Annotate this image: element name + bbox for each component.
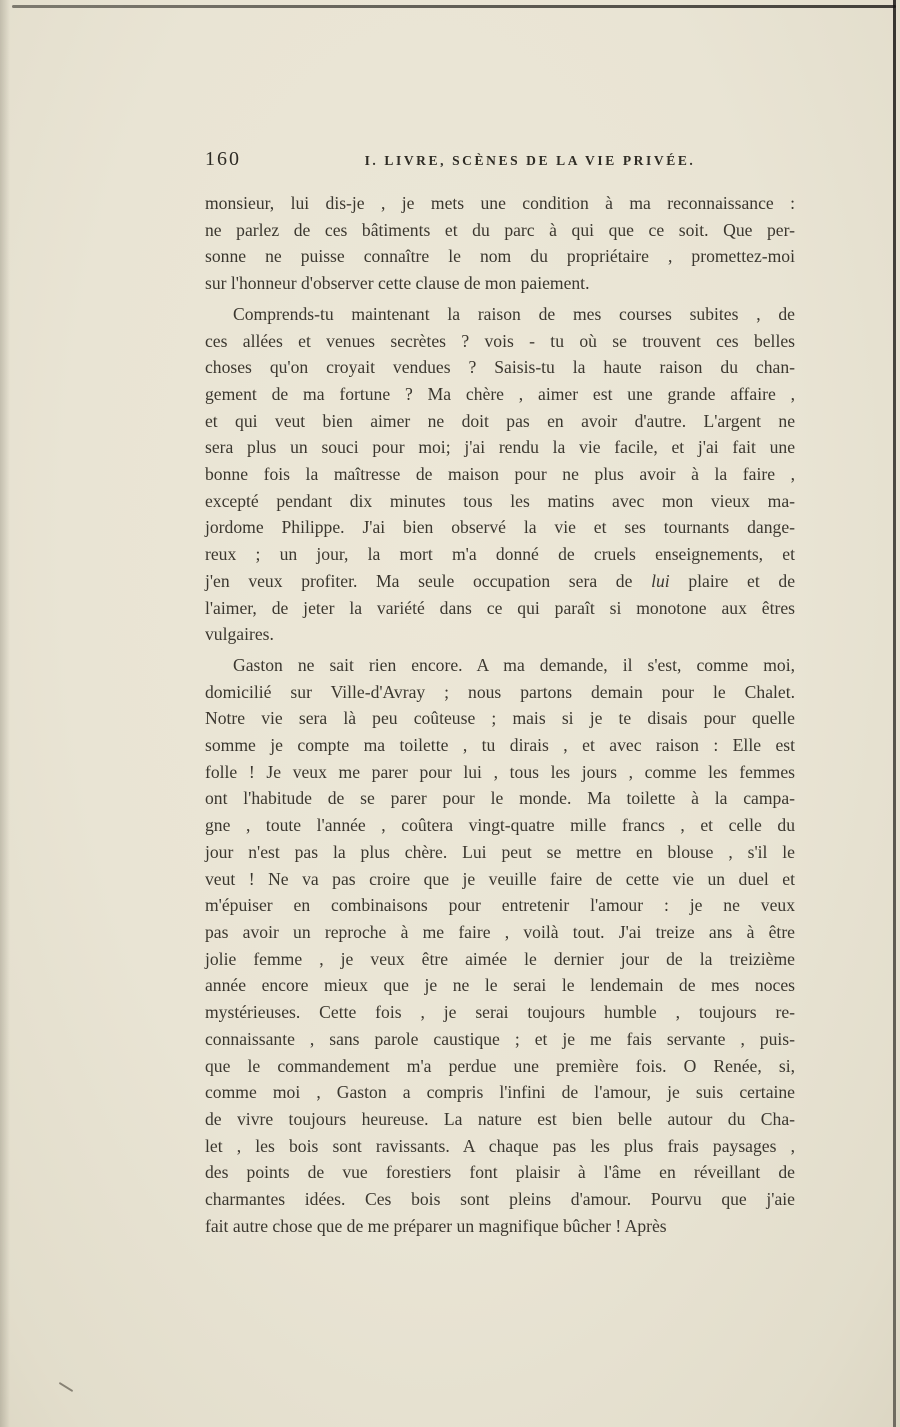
scan-shadow-left: [0, 0, 10, 1427]
text-line: vulgaires.: [205, 624, 274, 645]
text-line: Notre vie sera là peu coûteuse ; mais si je te disais pour quelle: [205, 708, 795, 729]
scan-edge-top: [12, 5, 896, 8]
text-line: veut ! Ne va pas croire que je veuille faire de cette vie un duel et: [205, 868, 795, 889]
text-line: gne , toute l'année , coûtera vingt-quatre mille francs , et celle du: [205, 815, 795, 836]
text-line: ces allées et venues secrètes ? vois - tu où se trouvent ces belles: [205, 330, 795, 351]
text-line: let , les bois sont ravissants. A chaque pas les plus frais paysages ,: [205, 1135, 795, 1156]
text-line: sera plus un souci pour moi; j'ai rendu la vie facile, et j'ai fait une: [205, 437, 795, 458]
text-line: sur l'honneur d'observer cette clause de mon paiement.: [205, 273, 590, 294]
text-line: année encore mieux que je ne le serai le lendemain de mes noces: [205, 975, 795, 996]
text-line: connaissante , sans parole caustique ; et je me fais servante , puis-: [205, 1028, 795, 1049]
text-line: de vivre toujours heureuse. La nature est bien belle autour du Cha-: [205, 1108, 795, 1129]
text-line: monsieur, lui dis-je , je mets une condition à ma reconnaissance :: [205, 193, 795, 213]
text-line: jour n'est pas la plus chère. Lui peut se mettre en blouse , s'il le: [205, 841, 795, 862]
text-line: Gaston ne sait rien encore. A ma demande, il s'est, comme moi,: [233, 654, 795, 675]
text-line: des points de vue forestiers font plaisir à l'âme en réveillant de: [205, 1162, 795, 1183]
text-line: ne parlez de ces bâtiments et du parc à qui que ce soit. Que per-: [205, 219, 795, 240]
text-line: m'épuiser en combinaisons pour entretenir l'amour : je ne veux: [205, 895, 795, 916]
scan-speck: [59, 1382, 74, 1392]
text-line: j'en veux profiter. Ma seule occupation sera de lui plaire et de: [205, 570, 795, 591]
text-line: choses qu'on croyait vendues ? Saisis-tu la haute raison du chan-: [205, 357, 795, 378]
running-header: I. LIVRE, SCÈNES DE LA VIE PRIVÉE.: [364, 153, 696, 168]
paragraph: [205, 652, 795, 1239]
text-line: jordome Philippe. J'ai bien observé la vie et ses tournants dange-: [205, 517, 795, 538]
text-line: que le commandement m'a perdue une première fois. O Renée, si,: [205, 1055, 795, 1076]
text-line: gement de ma fortune ? Ma chère , aimer est une grande affaire ,: [205, 383, 795, 404]
text-line: comme moi , Gaston a compris l'infini de l'amour, je suis certaine: [205, 1082, 795, 1103]
text-line: jolie femme , je veux être aimée le dernier jour de la treizième: [205, 948, 795, 969]
text-line: fait autre chose que de me préparer un magnifique bûcher ! Après: [205, 1215, 667, 1236]
page-number: 160: [205, 148, 241, 170]
text-line: mystérieuses. Cette fois , je serai toujours humble , toujours re-: [205, 1002, 795, 1023]
text-block: [205, 190, 795, 1239]
text-line: ont l'habitude de se parer pour le monde. Ma toilette à la campa-: [205, 788, 795, 809]
text-line: sonne ne puisse connaître le nom du propriétaire , promettez-moi: [205, 246, 795, 267]
text-line: Comprends-tu maintenant la raison de mes courses subites , de: [233, 303, 795, 324]
text-line: domicilié sur Ville-d'Avray ; nous partons demain pour le Chalet.: [205, 681, 795, 702]
paragraph: [205, 190, 795, 297]
text-line: l'aimer, de jeter la variété dans ce qui paraît si monotone aux êtres: [205, 597, 795, 618]
text-line: excepté pendant dix minutes tous les matins avec mon vieux ma-: [205, 490, 795, 511]
text-line: pas avoir un reproche à me faire , voilà tout. J'ai treize ans à être: [205, 921, 795, 942]
page-header: [205, 148, 795, 174]
text-line: bonne fois la maîtresse de maison pour ne plus avoir à la faire ,: [205, 464, 795, 485]
text-line: folle ! Je veux me parer pour lui , tous les jours , comme les femmes: [205, 761, 795, 782]
text-line: reux ; un jour, la mort m'a donné de cruels enseignements, et: [205, 544, 795, 565]
scan-edge-right: [893, 0, 896, 1427]
paragraph: [205, 301, 795, 648]
text-line: et qui veut bien aimer ne doit pas en avoir d'autre. L'argent ne: [205, 410, 795, 431]
text-line: charmantes idées. Ces bois sont pleins d'amour. Pourvu que j'aie: [205, 1189, 795, 1210]
text-line: somme je compte ma toilette , tu dirais , et avec raison : Elle est: [205, 735, 795, 756]
